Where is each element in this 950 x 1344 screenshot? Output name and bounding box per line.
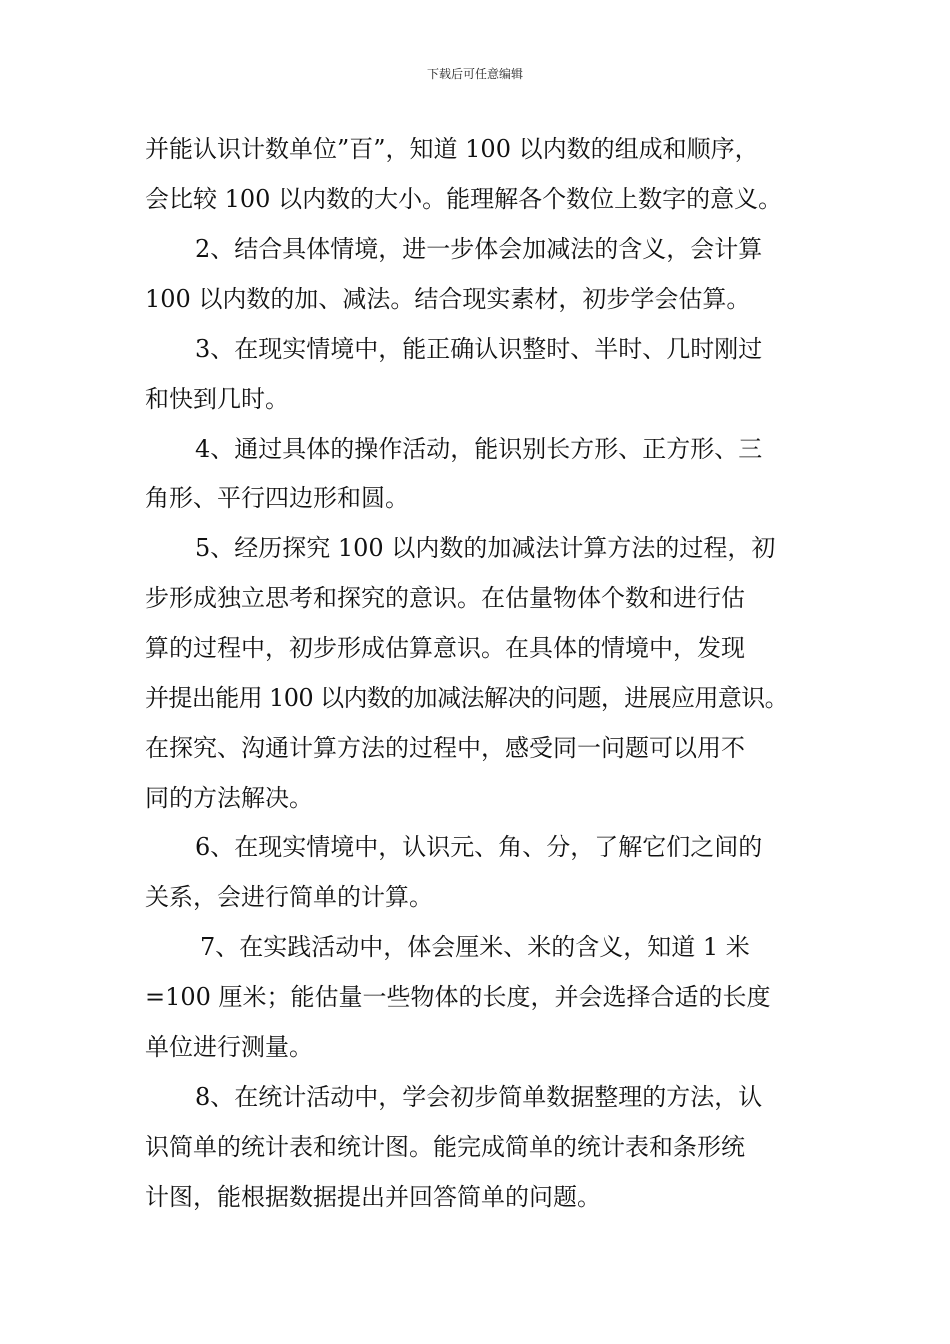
paragraph-8-start: 8、在统计活动中，学会初步简单数据整理的方法，认 [195, 1083, 763, 1111]
text-line: 识简单的统计表和统计图。能完成简单的统计表和条形统 [145, 1133, 745, 1161]
paragraph-7-start: 7、在实践活动中，体会厘米、米的含义，知道 1 米 [200, 933, 750, 961]
text-line: 计图，能根据数据提出并回答简单的问题。 [145, 1183, 601, 1211]
text-line: 关系，会进行简单的计算。 [145, 883, 433, 911]
text-line: 并提出能用 100 以内数的加减法解决的问题，进展应用意识。 [145, 684, 789, 712]
paragraph-6-start: 6、在现实情境中，认识元、角、分，了解它们之间的 [195, 833, 763, 861]
paragraph-5-start: 5、经历探究 100 以内数的加减法计算方法的过程，初 [195, 534, 776, 562]
text-line: 算的过程中，初步形成估算意识。在具体的情境中，发现 [145, 634, 745, 662]
text-line: 单位进行测量。 [145, 1033, 313, 1061]
text-line: 并能认识计数单位”百”，知道 100 以内数的组成和顺序， [145, 135, 759, 163]
text-line: =100 厘米；能估量一些物体的长度，并会选择合适的长度 [145, 983, 771, 1011]
paragraph-2-start: 2、结合具体情境，进一步体会加减法的含义，会计算 [195, 235, 763, 263]
text-line: 在探究、沟通计算方法的过程中，感受同一问题可以用不 [145, 734, 745, 762]
text-line: 同的方法解决。 [145, 784, 313, 812]
text-line: 100 以内数的加、减法。结合现实素材，初步学会估算。 [145, 285, 751, 313]
text-line: 角形、平行四边形和圆。 [145, 484, 409, 512]
text-line: 和快到几时。 [145, 385, 289, 413]
paragraph-3-start: 3、在现实情境中，能正确认识整时、半时、几时刚过 [195, 335, 763, 363]
text-line: 会比较 100 以内数的大小。能理解各个数位上数字的意义。 [145, 185, 783, 213]
paragraph-4-start: 4、通过具体的操作活动，能识别长方形、正方形、三 [195, 435, 763, 463]
text-line: 步形成独立思考和探究的意识。在估量物体个数和进行估 [145, 584, 745, 612]
page-header: 下载后可任意编辑 [426, 67, 523, 81]
